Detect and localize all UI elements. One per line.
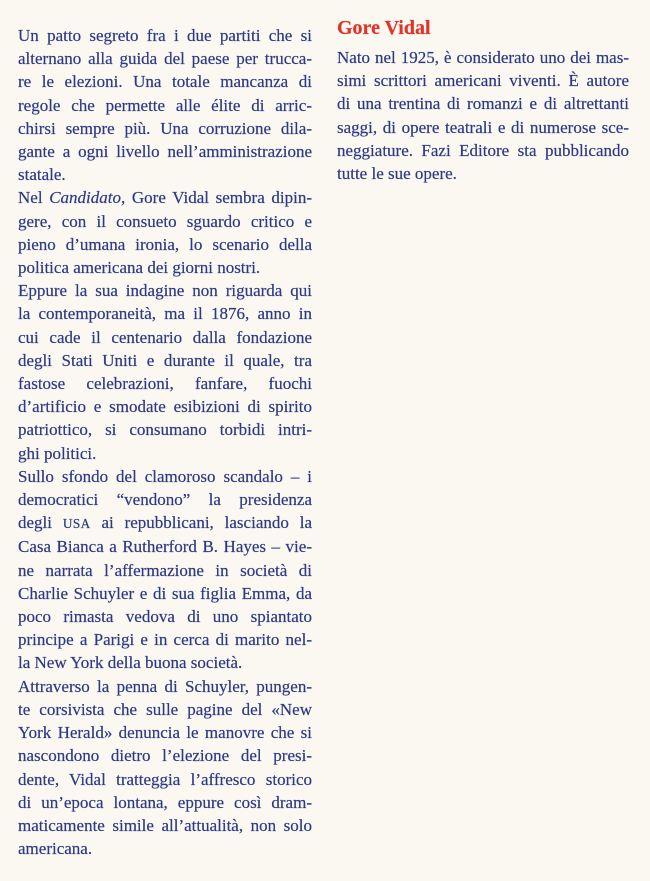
text-segment: degli Stati Uniti e durante il quale, tra <box>18 350 312 370</box>
text-line <box>18 465 312 488</box>
text-line <box>18 279 312 302</box>
paragraph <box>18 465 312 675</box>
text-line <box>337 92 629 115</box>
text-line <box>18 511 312 535</box>
text-segment: politica americana dei giorni nostri. <box>18 258 261 278</box>
text-line <box>18 628 312 651</box>
text-segment: Un patto segreto fra i due partiti che si <box>18 26 312 45</box>
text-line <box>18 233 312 256</box>
text-line <box>18 535 312 558</box>
text-line <box>18 117 312 140</box>
text-line <box>18 442 312 465</box>
text-line <box>18 418 312 441</box>
small-caps-text: USA <box>62 516 91 532</box>
text-line <box>18 488 312 511</box>
text-segment: la New York della buona società. <box>18 653 243 673</box>
text-line <box>18 256 312 279</box>
text-segment: gere, con il consueto sguardo critico e <box>18 211 312 231</box>
text-line <box>18 24 312 47</box>
text-segment: Casa Bianca a Rutherford B. Hayes – vie- <box>18 537 312 557</box>
text-segment: chirsi sempre più. Una corruzione dila- <box>18 118 312 138</box>
text-line <box>18 721 312 744</box>
text-segment: regole che permette alle élite di arric- <box>18 95 312 115</box>
text-line <box>18 47 312 70</box>
text-line <box>18 582 312 605</box>
text-line <box>337 162 629 185</box>
paragraph <box>18 186 312 279</box>
text-line <box>18 768 312 791</box>
text-segment: ghi politici. <box>18 443 97 463</box>
text-line <box>18 651 312 674</box>
paragraph <box>18 675 312 861</box>
text-line <box>18 163 312 186</box>
text-line <box>18 302 312 325</box>
text-segment: Eppure la sua indagine non riguarda qui <box>18 281 312 301</box>
text-segment: cui cade il centenario dalla fondazione <box>18 327 312 347</box>
text-line <box>337 116 629 139</box>
text-line <box>18 605 312 628</box>
left-column <box>18 24 312 860</box>
text-segment: saggi, di opere teatrali e di numerose sce- <box>337 117 629 137</box>
text-segment: re le elezioni. Una totale mancanza di <box>18 72 312 92</box>
text-segment: Nato nel 1925, è considerato uno dei mas- <box>337 48 629 67</box>
paragraph <box>18 24 312 186</box>
text-segment: York Herald» denuncia le manovre che si <box>18 723 312 743</box>
text-segment: neggiature. Fazi Editore sta pubblicando <box>337 140 629 160</box>
text-segment: poco rimasta vedova di uno spiantato <box>18 607 312 627</box>
text-line <box>18 186 312 209</box>
text-line <box>18 94 312 117</box>
text-line <box>18 675 312 698</box>
text-segment: americana. <box>18 839 93 859</box>
text-segment: ne narrata l’affermazione in società di <box>18 560 312 580</box>
text-line <box>18 140 312 163</box>
text-segment: Nel <box>18 188 50 208</box>
text-segment: simi scrittori americani viventi. È autore <box>337 71 629 91</box>
text-line <box>18 349 312 372</box>
text-line <box>18 814 312 837</box>
text-segment: pieno d’umana ironia, lo scenario della <box>18 234 312 254</box>
text-segment: patriottico, si consumano torbidi intri- <box>18 420 312 440</box>
author-bio <box>337 46 629 185</box>
paragraph <box>337 46 629 185</box>
text-segment: maticamente simile all’attualità, non solo <box>18 815 312 835</box>
book-title-italic: Candidato <box>49 188 121 208</box>
text-segment: la contemporaneità, ma il 1876, anno in <box>18 304 312 324</box>
text-line <box>337 46 629 69</box>
text-segment: tutte le sue opere. <box>337 164 457 184</box>
text-segment: Sullo sfondo del clamoroso scandalo – i <box>18 466 312 486</box>
author-heading: Gore Vidal <box>337 17 431 39</box>
text-line <box>18 791 312 814</box>
text-segment: dente, Vidal tratteggia l’affresco storico <box>18 769 312 789</box>
text-line <box>18 698 312 721</box>
text-segment: fastose celebrazioni, fanfare, fuochi <box>18 374 312 394</box>
text-segment: alternano alla guida del paese per trucca- <box>18 49 312 69</box>
text-line <box>18 372 312 395</box>
text-segment: d’artificio e smodate esibizioni di spirito <box>18 397 312 417</box>
text-line <box>18 395 312 418</box>
text-segment: Charlie Schuyler e di sua figlia Emma, da <box>18 583 312 603</box>
text-line <box>18 837 312 860</box>
text-line <box>337 139 629 162</box>
text-segment: principe a Parigi e in cerca di marito nel- <box>18 630 312 650</box>
paragraph <box>18 279 312 465</box>
text-segment: ai repubblicani, lasciando la <box>90 513 312 533</box>
text-line <box>18 326 312 349</box>
text-segment: democratici “vendono” la presidenza <box>18 490 312 510</box>
text-segment: Attraverso la penna di Schuyler, pungen- <box>18 676 312 696</box>
text-segment: statale. <box>18 165 66 185</box>
text-segment: te corsivista che sulle pagine del «New <box>18 699 312 719</box>
text-segment: gante a ogni livello nell’amministrazione <box>18 142 312 162</box>
text-segment: degli <box>18 513 63 533</box>
right-column <box>337 16 629 185</box>
text-segment: , Gore Vidal sembra dipin- <box>121 188 312 208</box>
text-line <box>18 210 312 233</box>
text-line <box>18 744 312 767</box>
text-line <box>337 69 629 92</box>
text-line <box>18 559 312 582</box>
text-segment: nascondono dietro l’elezione del presi- <box>18 746 312 766</box>
text-segment: di una trentina di romanzi e di altrettanti <box>337 94 629 114</box>
text-segment: di un’epoca lontana, eppure così dram- <box>18 792 312 812</box>
text-line <box>18 70 312 93</box>
